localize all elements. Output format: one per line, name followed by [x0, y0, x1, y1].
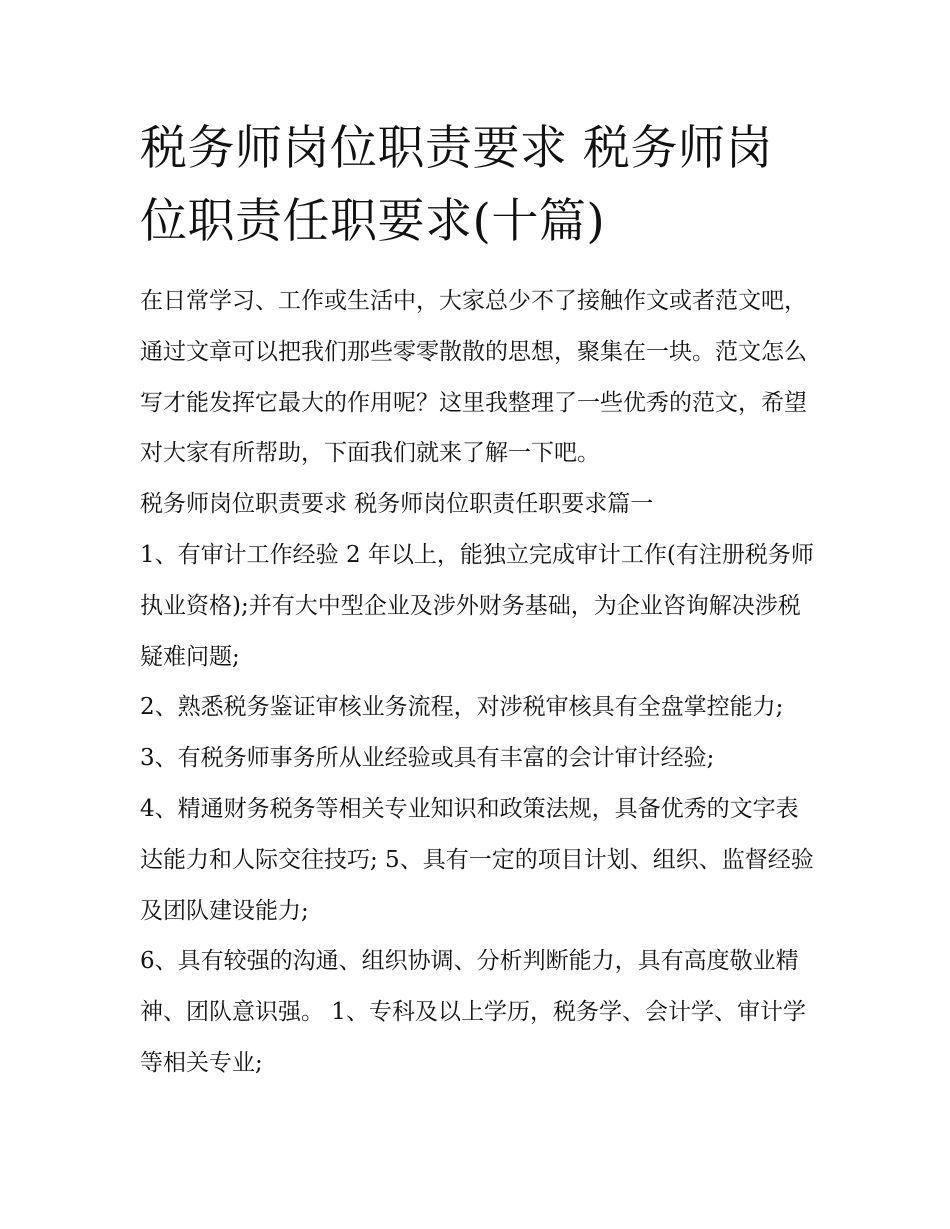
- document-body: [140, 276, 820, 1089]
- requirement-paragraph-4: 6、具有较强的沟通、组织协调、分析判断能力，具有高度敬业精神、团队意识强。 1、专科及以上学历，税务学、会计学、审计学等相关专业;: [140, 948, 806, 1076]
- requirement-paragraph-2: 2、熟悉税务鉴证审核业务流程，对涉税审核具有全盘掌控能力; 3、有税务师事务所从业经验或具有丰富的会计审计经验;: [140, 694, 784, 772]
- document-page: [140, 112, 820, 1089]
- intro-paragraph: 在日常学习、工作或生活中，大家总少不了接触作文或者范文吧，通过文章可以把我们那些零零散散的思想，聚集在一块。范文怎么写才能发挥它最大的作用呢？这里我整理了一些优秀的范文，希望对大家有所帮助，下面我们就来了解一下吧。: [140, 288, 807, 467]
- requirement-paragraph-1: 1、有审计工作经验 2 年以上，能独立完成审计工作(有注册税务师执业资格);并有大中型企业及涉外财务基础，为企业咨询解决涉税疑难问题;: [140, 541, 814, 670]
- section-heading: 税务师岗位职责要求 税务师岗位职责任职要求篇一: [140, 491, 654, 518]
- requirement-paragraph-3: 4、精通财务税务等相关专业知识和政策法规，具备优秀的文字表达能力和人际交往技巧; 5、具有一定的项目计划、组织、监督经验及团队建设能力;: [140, 795, 814, 924]
- document-title: 税务师岗位职责要求 税务师岗位职责任职要求(十篇): [140, 121, 773, 249]
